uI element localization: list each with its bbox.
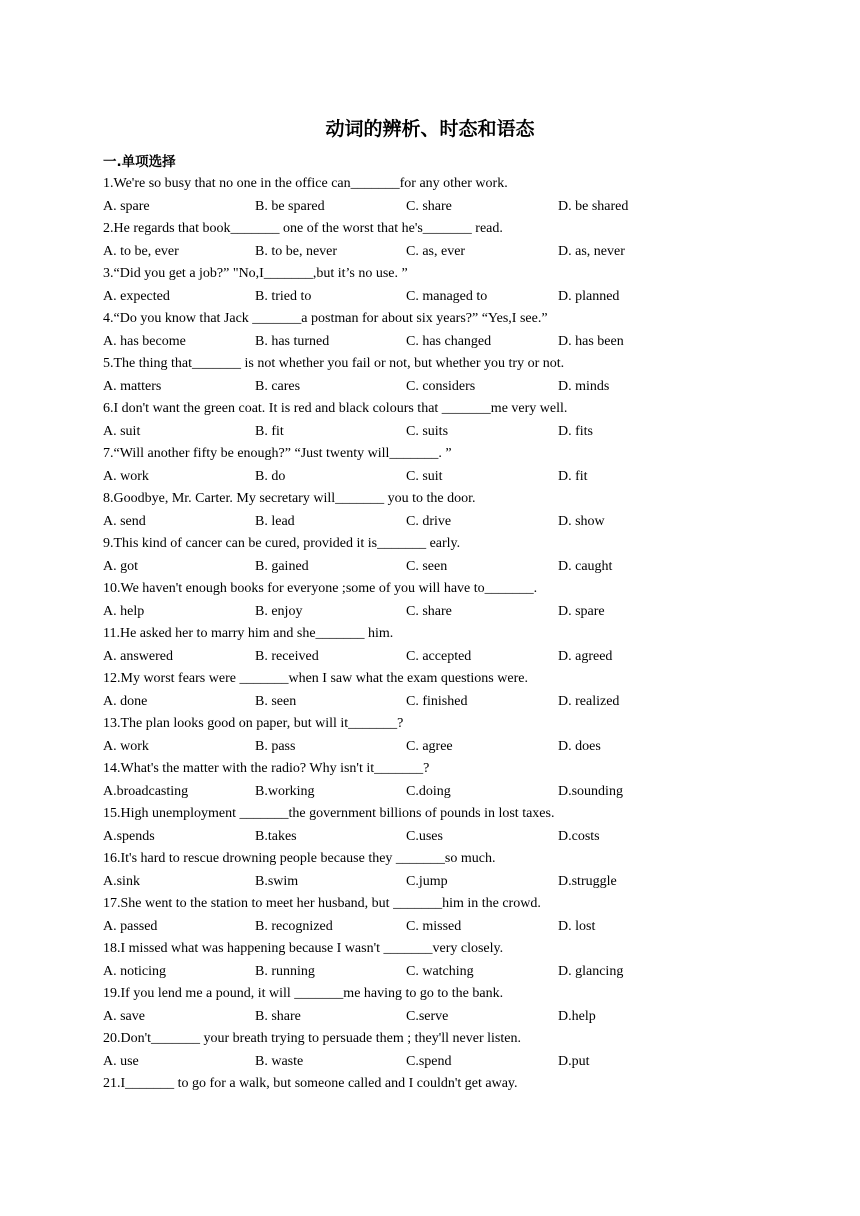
option-row [103, 376, 743, 399]
option-c: C. suits [406, 423, 449, 439]
option-b: B. share [255, 1008, 301, 1024]
option-c: C. accepted [406, 648, 472, 664]
option-row [103, 736, 743, 759]
option-c: C. seen [406, 558, 448, 574]
option-d: D. glancing [558, 963, 624, 979]
question-stem: 2.He regards that book_______ one of the worst that he's_______ read. [103, 221, 503, 236]
option-a: A. has become [103, 333, 186, 349]
question-item [103, 758, 743, 803]
question-item [103, 578, 743, 623]
question-item [103, 938, 743, 983]
option-c: C. agree [406, 738, 453, 754]
question-item [103, 173, 743, 218]
option-a: A. save [103, 1008, 145, 1024]
option-b: B. has turned [255, 333, 330, 349]
option-c: C. suit [406, 468, 443, 484]
question-item [103, 848, 743, 893]
question-stem: 21.I_______ to go for a walk, but someone called and I couldn't get away. [103, 1076, 518, 1091]
option-b: B.takes [255, 828, 297, 844]
option-row [103, 826, 743, 849]
option-b: B. enjoy [255, 603, 303, 619]
option-a: A. to be, ever [103, 243, 179, 259]
option-a: A. spare [103, 198, 150, 214]
option-row [103, 871, 743, 894]
option-d: D. minds [558, 378, 610, 394]
question-stem: 14.What's the matter with the radio? Why isn't it_______? [103, 761, 430, 776]
option-d: D. caught [558, 558, 613, 574]
option-d: D. as, never [558, 243, 625, 259]
question-stem: 4.“Do you know that Jack _______a postman for about six years?” “Yes,I see.” [103, 311, 548, 326]
question-item [103, 983, 743, 1028]
option-b: B.working [255, 783, 315, 799]
option-a: A. work [103, 738, 149, 754]
option-b: B. gained [255, 558, 309, 574]
question-item [103, 893, 743, 938]
option-d: D.sounding [558, 783, 623, 799]
option-b: B. recognized [255, 918, 333, 934]
option-a: A. suit [103, 423, 141, 439]
question-item [103, 713, 743, 758]
option-d: D. realized [558, 693, 620, 709]
option-d: D. fits [558, 423, 593, 439]
question-stem: 1.We're so busy that no one in the office can_______for any other work. [103, 176, 508, 191]
option-d: D.struggle [558, 873, 617, 889]
option-b: B. pass [255, 738, 296, 754]
option-c: C. drive [406, 513, 452, 529]
option-b: B.swim [255, 873, 299, 889]
option-row [103, 646, 743, 669]
option-a: A. help [103, 603, 145, 619]
option-a: A. expected [103, 288, 170, 304]
question-stem: 16.It's hard to rescue drowning people because they _______so much. [103, 851, 496, 866]
option-c: C.spend [406, 1053, 452, 1069]
option-a: A.broadcasting [103, 783, 189, 799]
option-a: A. matters [103, 378, 162, 394]
option-row [103, 1051, 743, 1074]
option-a: A. work [103, 468, 149, 484]
question-stem: 13.The plan looks good on paper, but will it_______? [103, 716, 404, 731]
option-a: A. done [103, 693, 148, 709]
option-row [103, 691, 743, 714]
option-c: C. has changed [406, 333, 492, 349]
option-b: B. do [255, 468, 286, 484]
option-b: B. lead [255, 513, 295, 529]
option-row [103, 241, 743, 264]
option-row [103, 511, 743, 534]
option-row [103, 556, 743, 579]
option-row [103, 196, 743, 219]
option-c: C.uses [406, 828, 443, 844]
option-a: A. passed [103, 918, 158, 934]
option-row [103, 421, 743, 444]
option-c: C. share [406, 603, 452, 619]
page-title: 动词的辨析、时态和语态 [325, 118, 535, 140]
option-row [103, 916, 743, 939]
option-c: C. managed to [406, 288, 488, 304]
question-stem: 11.He asked her to marry him and she_______ him. [103, 626, 394, 641]
option-d: D. does [558, 738, 601, 754]
option-b: B. be spared [255, 198, 325, 214]
question-item [103, 218, 743, 263]
question-item [103, 263, 743, 308]
option-d: D. lost [558, 918, 596, 934]
option-b: B. tried to [255, 288, 312, 304]
question-stem: 6.I don't want the green coat. It is red and black colours that _______me very well. [103, 401, 568, 416]
question-stem: 10.We haven't enough books for everyone ;some of you will have to_______. [103, 581, 538, 596]
option-b: B. waste [255, 1053, 304, 1069]
option-d: D. show [558, 513, 605, 529]
option-c: C.jump [406, 873, 448, 889]
option-c: C. considers [406, 378, 476, 394]
question-stem: 8.Goodbye, Mr. Carter. My secretary will_______ you to the door. [103, 491, 476, 506]
question-item [103, 623, 743, 668]
question-stem: 18.I missed what was happening because I wasn't _______very closely. [103, 941, 504, 956]
option-d: D.help [558, 1008, 596, 1024]
question-item [103, 668, 743, 713]
question-item [103, 353, 743, 398]
option-row [103, 286, 743, 309]
question-item [103, 803, 743, 848]
option-c: C. missed [406, 918, 462, 934]
option-d: D. fit [558, 468, 588, 484]
question-item [103, 398, 743, 443]
option-row [103, 961, 743, 984]
question-stem: 7.“Will another fifty be enough?” “Just twenty will_______. ” [103, 446, 452, 461]
option-b: B. cares [255, 378, 301, 394]
question-item [103, 308, 743, 353]
option-row [103, 1006, 743, 1029]
option-c: C. finished [406, 693, 468, 709]
question-item [103, 1073, 743, 1118]
option-b: B. seen [255, 693, 297, 709]
option-a: A. send [103, 513, 146, 529]
option-c: C.doing [406, 783, 451, 799]
question-stem: 9.This kind of cancer can be cured, provided it is_______ early. [103, 536, 461, 551]
option-row [103, 781, 743, 804]
question-stem: 3.“Did you get a job?” "No,I_______,but it’s no use. ” [103, 266, 408, 281]
question-item [103, 533, 743, 578]
question-stem: 15.High unemployment _______the government billions of pounds in lost taxes. [103, 806, 555, 821]
option-a: A. got [103, 558, 138, 574]
option-b: B. received [255, 648, 319, 664]
option-row [103, 331, 743, 354]
section-heading: 一.单项选择 [103, 154, 176, 170]
option-c: C.serve [406, 1008, 449, 1024]
option-a: A.sink [103, 873, 140, 889]
question-stem: 12.My worst fears were _______when I saw what the exam questions were. [103, 671, 528, 686]
option-c: C. as, ever [406, 243, 466, 259]
option-c: C. watching [406, 963, 474, 979]
option-a: A. answered [103, 648, 173, 664]
option-d: D.costs [558, 828, 600, 844]
option-d: D. agreed [558, 648, 613, 664]
option-d: D. spare [558, 603, 605, 619]
option-row [103, 466, 743, 489]
option-d: D. has been [558, 333, 624, 349]
option-a: A. noticing [103, 963, 166, 979]
option-a: A.spends [103, 828, 155, 844]
question-stem: 17.She went to the station to meet her husband, but _______him in the crowd. [103, 896, 541, 911]
option-b: B. fit [255, 423, 284, 439]
question-item [103, 1028, 743, 1073]
question-list [103, 173, 743, 1118]
question-stem: 20.Don't_______ your breath trying to persuade them ; they'll never listen. [103, 1031, 521, 1046]
question-stem: 19.If you lend me a pound, it will _______me having to go to the bank. [103, 986, 504, 1001]
option-b: B. running [255, 963, 315, 979]
question-item [103, 443, 743, 488]
option-a: A. use [103, 1053, 139, 1069]
option-d: D.put [558, 1053, 590, 1069]
option-b: B. to be, never [255, 243, 338, 259]
option-d: D. be shared [558, 198, 629, 214]
question-item [103, 488, 743, 533]
option-d: D. planned [558, 288, 620, 304]
option-row [103, 601, 743, 624]
question-stem: 5.The thing that_______ is not whether you fail or not, but whether you try or not. [103, 356, 565, 371]
option-c: C. share [406, 198, 452, 214]
